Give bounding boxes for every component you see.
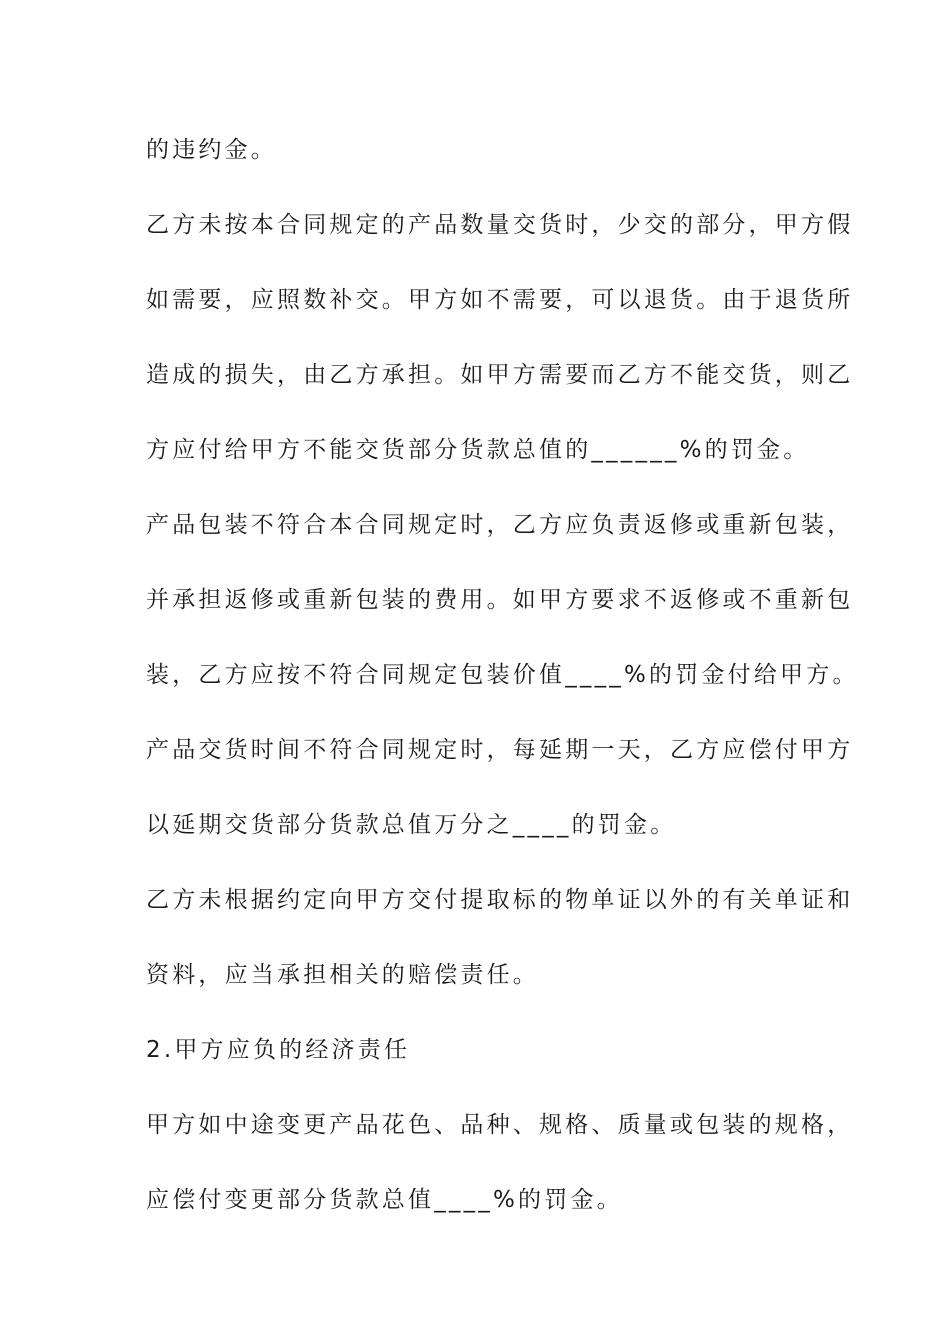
text-line: 的违约金。 (146, 137, 277, 163)
text-line: 方应付给甲方不能交货部分货款总值的______%的罚金。 (146, 437, 810, 463)
text-line: 产品包装不符合本合同规定时，乙方应负责返修或重新包装， (146, 512, 854, 538)
text-line: 并承担返修或重新包装的费用。如甲方要求不返修或不重新包 (146, 587, 854, 613)
text-line: 应偿付变更部分货款总值____%的罚金。 (146, 1187, 623, 1213)
text-line: 甲方如中途变更产品花色、品种、规格、质量或包装的规格， (146, 1112, 854, 1138)
text-line: 乙方未按本合同规定的产品数量交货时，少交的部分，甲方假 (146, 212, 854, 238)
text-line: 造成的损失，由乙方承担。如甲方需要而乙方不能交货，则乙 (146, 362, 854, 388)
text-line: 装，乙方应按不符合同规定包装价值____%的罚金付给甲方。 (146, 662, 859, 688)
text-line: 产品交货时间不符合同规定时，每延期一天，乙方应偿付甲方 (146, 737, 854, 763)
text-line: 资料，应当承担相关的赔偿责任。 (146, 962, 539, 988)
section-heading: 2.甲方应负的经济责任 (146, 1037, 411, 1063)
text-line: 以延期交货部分货款总值万分之____的罚金。 (146, 812, 677, 838)
text-line: 乙方未根据约定向甲方交付提取标的物单证以外的有关单证和 (146, 887, 854, 913)
text-line: 如需要，应照数补交。甲方如不需要，可以退货。由于退货所 (146, 287, 854, 313)
